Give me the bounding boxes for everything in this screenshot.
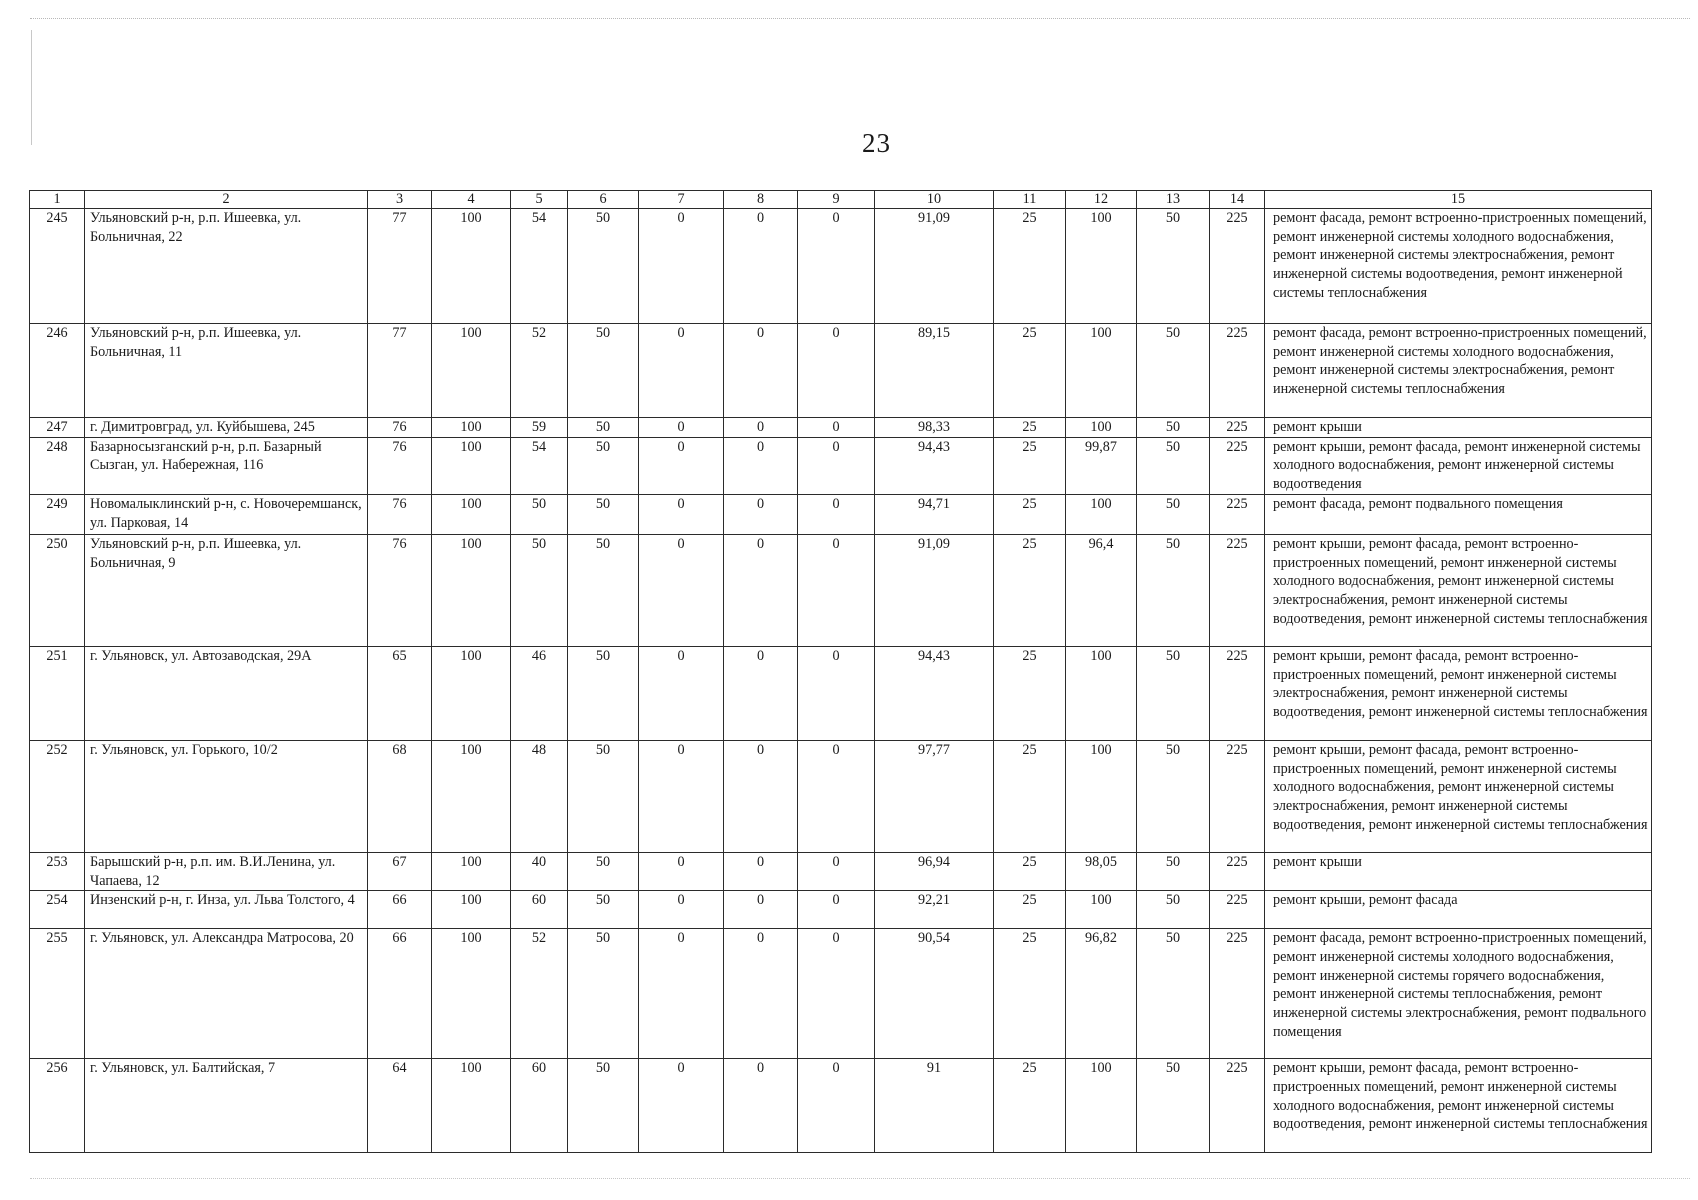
value-cell: 52 (511, 324, 568, 418)
works-cell: ремонт крыши (1265, 852, 1652, 890)
value-cell: 25 (994, 891, 1066, 929)
row-number: 246 (30, 324, 85, 418)
value-cell: 50 (568, 852, 639, 890)
value-cell: 50 (1137, 929, 1210, 1059)
value-cell: 52 (511, 929, 568, 1059)
table-row (30, 852, 1652, 890)
value-cell: 100 (1066, 1059, 1137, 1153)
value-cell: 60 (511, 891, 568, 929)
table-row (30, 740, 1652, 852)
value-cell: 91,09 (875, 534, 994, 646)
value-cell: 94,43 (875, 437, 994, 494)
value-cell: 50 (511, 494, 568, 534)
row-number: 248 (30, 437, 85, 494)
table-row (30, 418, 1652, 438)
row-number: 250 (30, 534, 85, 646)
value-cell: 0 (724, 324, 798, 418)
value-cell: 25 (994, 534, 1066, 646)
value-cell: 0 (798, 852, 875, 890)
value-cell: 50 (1137, 418, 1210, 438)
value-cell: 89,15 (875, 324, 994, 418)
value-cell: 100 (432, 209, 511, 324)
value-cell: 0 (724, 1059, 798, 1153)
value-cell: 94,43 (875, 646, 994, 740)
value-cell: 50 (568, 646, 639, 740)
works-cell: ремонт крыши, ремонт фасада, ремонт встроенно-пристроенных помещений, ремонт инженерной системы холодного водоснабжения, ремонт инженерной системы водоотведения, ремонт инженерной системы теплоснабжения (1265, 1059, 1652, 1153)
table-row (30, 324, 1652, 418)
value-cell: 0 (798, 740, 875, 852)
address-cell: Базарносызганский р-н, р.п. Базарный Сызган, ул. Набережная, 116 (85, 437, 368, 494)
address-cell: Новомалыклинский р-н, с. Новочеремшанск, ул. Парковая, 14 (85, 494, 368, 534)
table-row (30, 534, 1652, 646)
value-cell: 225 (1210, 534, 1265, 646)
value-cell: 225 (1210, 646, 1265, 740)
value-cell: 66 (368, 891, 432, 929)
value-cell: 100 (432, 324, 511, 418)
value-cell: 0 (724, 534, 798, 646)
scan-border-bottom (30, 1178, 1690, 1180)
value-cell: 76 (368, 534, 432, 646)
value-cell: 25 (994, 437, 1066, 494)
value-cell: 98,33 (875, 418, 994, 438)
value-cell: 0 (798, 418, 875, 438)
value-cell: 25 (994, 929, 1066, 1059)
works-cell: ремонт фасада, ремонт встроенно-пристроенных помещений, ремонт инженерной системы холодного водоснабжения, ремонт инженерной системы электроснабжения, ремонт инженерной системы водоотведения, ремонт инженерной системы теплоснабжения (1265, 209, 1652, 324)
table-body (30, 209, 1652, 1153)
column-header: 3 (368, 191, 432, 209)
column-header: 2 (85, 191, 368, 209)
value-cell: 48 (511, 740, 568, 852)
works-cell: ремонт крыши, ремонт фасада, ремонт встроенно-пристроенных помещений, ремонт инженерной системы холодного водоснабжения, ремонт инженерной системы электроснабжения, ремонт инженерной системы водоотведения, ремонт инженерной системы теплоснабжения (1265, 534, 1652, 646)
column-header: 10 (875, 191, 994, 209)
works-cell: ремонт крыши, ремонт фасада, ремонт инженерной системы холодного водоснабжения, ремонт инженерной системы водоотведения (1265, 437, 1652, 494)
value-cell: 100 (1066, 891, 1137, 929)
value-cell: 225 (1210, 929, 1265, 1059)
value-cell: 0 (798, 324, 875, 418)
value-cell: 91 (875, 1059, 994, 1153)
scan-border-left (31, 30, 33, 145)
value-cell: 50 (568, 209, 639, 324)
value-cell: 50 (568, 891, 639, 929)
value-cell: 40 (511, 852, 568, 890)
value-cell: 50 (1137, 534, 1210, 646)
value-cell: 50 (1137, 437, 1210, 494)
value-cell: 0 (639, 929, 724, 1059)
row-number: 245 (30, 209, 85, 324)
scan-border-top (30, 18, 1690, 20)
value-cell: 225 (1210, 852, 1265, 890)
value-cell: 25 (994, 209, 1066, 324)
column-header: 6 (568, 191, 639, 209)
value-cell: 0 (798, 437, 875, 494)
value-cell: 100 (1066, 494, 1137, 534)
works-cell: ремонт крыши, ремонт фасада, ремонт встроенно-пристроенных помещений, ремонт инженерной системы холодного водоснабжения, ремонт инженерной системы электроснабжения, ремонт инженерной системы водоотведения, ремонт инженерной системы теплоснабжения (1265, 740, 1652, 852)
value-cell: 100 (432, 740, 511, 852)
value-cell: 25 (994, 324, 1066, 418)
works-cell: ремонт фасада, ремонт встроенно-пристроенных помещений, ремонт инженерной системы холодного водоснабжения, ремонт инженерной системы горячего водоснабжения, ремонт инженерной системы теплоснабжения, ремонт инженерной системы электроснабжения, ремонт подвального помещения (1265, 929, 1652, 1059)
value-cell: 225 (1210, 418, 1265, 438)
value-cell: 50 (1137, 646, 1210, 740)
address-cell: Ульяновский р-н, р.п. Ишеевка, ул. Больничная, 22 (85, 209, 368, 324)
value-cell: 100 (432, 646, 511, 740)
value-cell: 46 (511, 646, 568, 740)
value-cell: 25 (994, 646, 1066, 740)
value-cell: 76 (368, 494, 432, 534)
repair-schedule-table (29, 190, 1652, 1153)
row-number: 254 (30, 891, 85, 929)
value-cell: 100 (1066, 209, 1137, 324)
value-cell: 96,4 (1066, 534, 1137, 646)
value-cell: 100 (432, 418, 511, 438)
value-cell: 100 (432, 852, 511, 890)
value-cell: 64 (368, 1059, 432, 1153)
value-cell: 50 (568, 437, 639, 494)
value-cell: 50 (568, 740, 639, 852)
column-header: 9 (798, 191, 875, 209)
works-cell: ремонт фасада, ремонт подвального помещения (1265, 494, 1652, 534)
value-cell: 0 (724, 646, 798, 740)
address-cell: г. Димитровград, ул. Куйбышева, 245 (85, 418, 368, 438)
value-cell: 50 (1137, 324, 1210, 418)
value-cell: 59 (511, 418, 568, 438)
value-cell: 225 (1210, 891, 1265, 929)
value-cell: 25 (994, 494, 1066, 534)
value-cell: 0 (798, 646, 875, 740)
value-cell: 0 (724, 437, 798, 494)
value-cell: 60 (511, 1059, 568, 1153)
address-cell: Инзенский р-н, г. Инза, ул. Льва Толстого, 4 (85, 891, 368, 929)
value-cell: 0 (639, 852, 724, 890)
value-cell: 50 (1137, 1059, 1210, 1153)
value-cell: 0 (639, 437, 724, 494)
value-cell: 50 (568, 494, 639, 534)
value-cell: 100 (432, 534, 511, 646)
value-cell: 225 (1210, 437, 1265, 494)
value-cell: 0 (798, 534, 875, 646)
value-cell: 96,82 (1066, 929, 1137, 1059)
value-cell: 25 (994, 418, 1066, 438)
value-cell: 98,05 (1066, 852, 1137, 890)
value-cell: 0 (639, 646, 724, 740)
address-cell: г. Ульяновск, ул. Автозаводская, 29А (85, 646, 368, 740)
value-cell: 50 (1137, 494, 1210, 534)
value-cell: 0 (724, 418, 798, 438)
column-header: 4 (432, 191, 511, 209)
value-cell: 66 (368, 929, 432, 1059)
value-cell: 50 (568, 324, 639, 418)
value-cell: 0 (639, 891, 724, 929)
column-header: 11 (994, 191, 1066, 209)
table-row (30, 929, 1652, 1059)
column-header: 7 (639, 191, 724, 209)
value-cell: 100 (432, 1059, 511, 1153)
value-cell: 0 (724, 740, 798, 852)
row-number: 253 (30, 852, 85, 890)
value-cell: 0 (798, 1059, 875, 1153)
value-cell: 50 (568, 534, 639, 646)
value-cell: 0 (724, 891, 798, 929)
value-cell: 0 (798, 929, 875, 1059)
row-number: 255 (30, 929, 85, 1059)
column-header: 5 (511, 191, 568, 209)
value-cell: 0 (639, 418, 724, 438)
value-cell: 100 (1066, 418, 1137, 438)
value-cell: 0 (639, 209, 724, 324)
works-cell: ремонт фасада, ремонт встроенно-пристроенных помещений, ремонт инженерной системы холодного водоснабжения, ремонт инженерной системы электроснабжения, ремонт инженерной системы теплоснабжения (1265, 324, 1652, 418)
table-row (30, 891, 1652, 929)
works-cell: ремонт крыши (1265, 418, 1652, 438)
value-cell: 65 (368, 646, 432, 740)
value-cell: 225 (1210, 324, 1265, 418)
value-cell: 100 (1066, 740, 1137, 852)
address-cell: г. Ульяновск, ул. Горького, 10/2 (85, 740, 368, 852)
table-row (30, 646, 1652, 740)
value-cell: 50 (1137, 209, 1210, 324)
value-cell: 0 (639, 324, 724, 418)
column-header: 8 (724, 191, 798, 209)
value-cell: 0 (639, 494, 724, 534)
value-cell: 0 (724, 209, 798, 324)
address-cell: Ульяновский р-н, р.п. Ишеевка, ул. Больничная, 9 (85, 534, 368, 646)
value-cell: 0 (724, 852, 798, 890)
value-cell: 90,54 (875, 929, 994, 1059)
table-row (30, 494, 1652, 534)
value-cell: 50 (568, 929, 639, 1059)
value-cell: 67 (368, 852, 432, 890)
value-cell: 76 (368, 418, 432, 438)
value-cell: 50 (568, 1059, 639, 1153)
value-cell: 25 (994, 1059, 1066, 1153)
value-cell: 225 (1210, 209, 1265, 324)
value-cell: 77 (368, 209, 432, 324)
value-cell: 92,21 (875, 891, 994, 929)
value-cell: 0 (798, 209, 875, 324)
value-cell: 0 (639, 740, 724, 852)
address-cell: г. Ульяновск, ул. Александра Матросова, 20 (85, 929, 368, 1059)
column-header: 15 (1265, 191, 1652, 209)
value-cell: 68 (368, 740, 432, 852)
value-cell: 25 (994, 740, 1066, 852)
row-number: 249 (30, 494, 85, 534)
row-number: 252 (30, 740, 85, 852)
value-cell: 96,94 (875, 852, 994, 890)
column-header: 14 (1210, 191, 1265, 209)
column-header: 12 (1066, 191, 1137, 209)
table-row (30, 209, 1652, 324)
value-cell: 99,87 (1066, 437, 1137, 494)
value-cell: 94,71 (875, 494, 994, 534)
value-cell: 100 (432, 494, 511, 534)
value-cell: 76 (368, 437, 432, 494)
row-number: 256 (30, 1059, 85, 1153)
works-cell: ремонт крыши, ремонт фасада (1265, 891, 1652, 929)
column-header: 13 (1137, 191, 1210, 209)
address-cell: Барышский р-н, р.п. им. В.И.Ленина, ул. Чапаева, 12 (85, 852, 368, 890)
value-cell: 0 (724, 494, 798, 534)
value-cell: 100 (432, 929, 511, 1059)
table-row (30, 1059, 1652, 1153)
value-cell: 225 (1210, 494, 1265, 534)
row-number: 251 (30, 646, 85, 740)
value-cell: 97,77 (875, 740, 994, 852)
column-number-row (30, 191, 1652, 209)
value-cell: 225 (1210, 740, 1265, 852)
table-row (30, 437, 1652, 494)
works-cell: ремонт крыши, ремонт фасада, ремонт встроенно-пристроенных помещений, ремонт инженерной системы электроснабжения, ремонт инженерной системы водоотведения, ремонт инженерной системы теплоснабжения (1265, 646, 1652, 740)
address-cell: Ульяновский р-н, р.п. Ишеевка, ул. Больничная, 11 (85, 324, 368, 418)
page-number: 23 (862, 128, 891, 158)
value-cell: 77 (368, 324, 432, 418)
value-cell: 225 (1210, 1059, 1265, 1153)
value-cell: 100 (432, 891, 511, 929)
value-cell: 54 (511, 209, 568, 324)
value-cell: 0 (798, 494, 875, 534)
value-cell: 0 (798, 891, 875, 929)
row-number: 247 (30, 418, 85, 438)
address-cell: г. Ульяновск, ул. Балтийская, 7 (85, 1059, 368, 1153)
value-cell: 100 (1066, 324, 1137, 418)
column-header: 1 (30, 191, 85, 209)
value-cell: 50 (511, 534, 568, 646)
value-cell: 25 (994, 852, 1066, 890)
value-cell: 50 (568, 418, 639, 438)
value-cell: 0 (639, 1059, 724, 1153)
value-cell: 50 (1137, 740, 1210, 852)
value-cell: 54 (511, 437, 568, 494)
value-cell: 100 (432, 437, 511, 494)
value-cell: 91,09 (875, 209, 994, 324)
value-cell: 50 (1137, 891, 1210, 929)
value-cell: 50 (1137, 852, 1210, 890)
value-cell: 0 (724, 929, 798, 1059)
value-cell: 100 (1066, 646, 1137, 740)
value-cell: 0 (639, 534, 724, 646)
